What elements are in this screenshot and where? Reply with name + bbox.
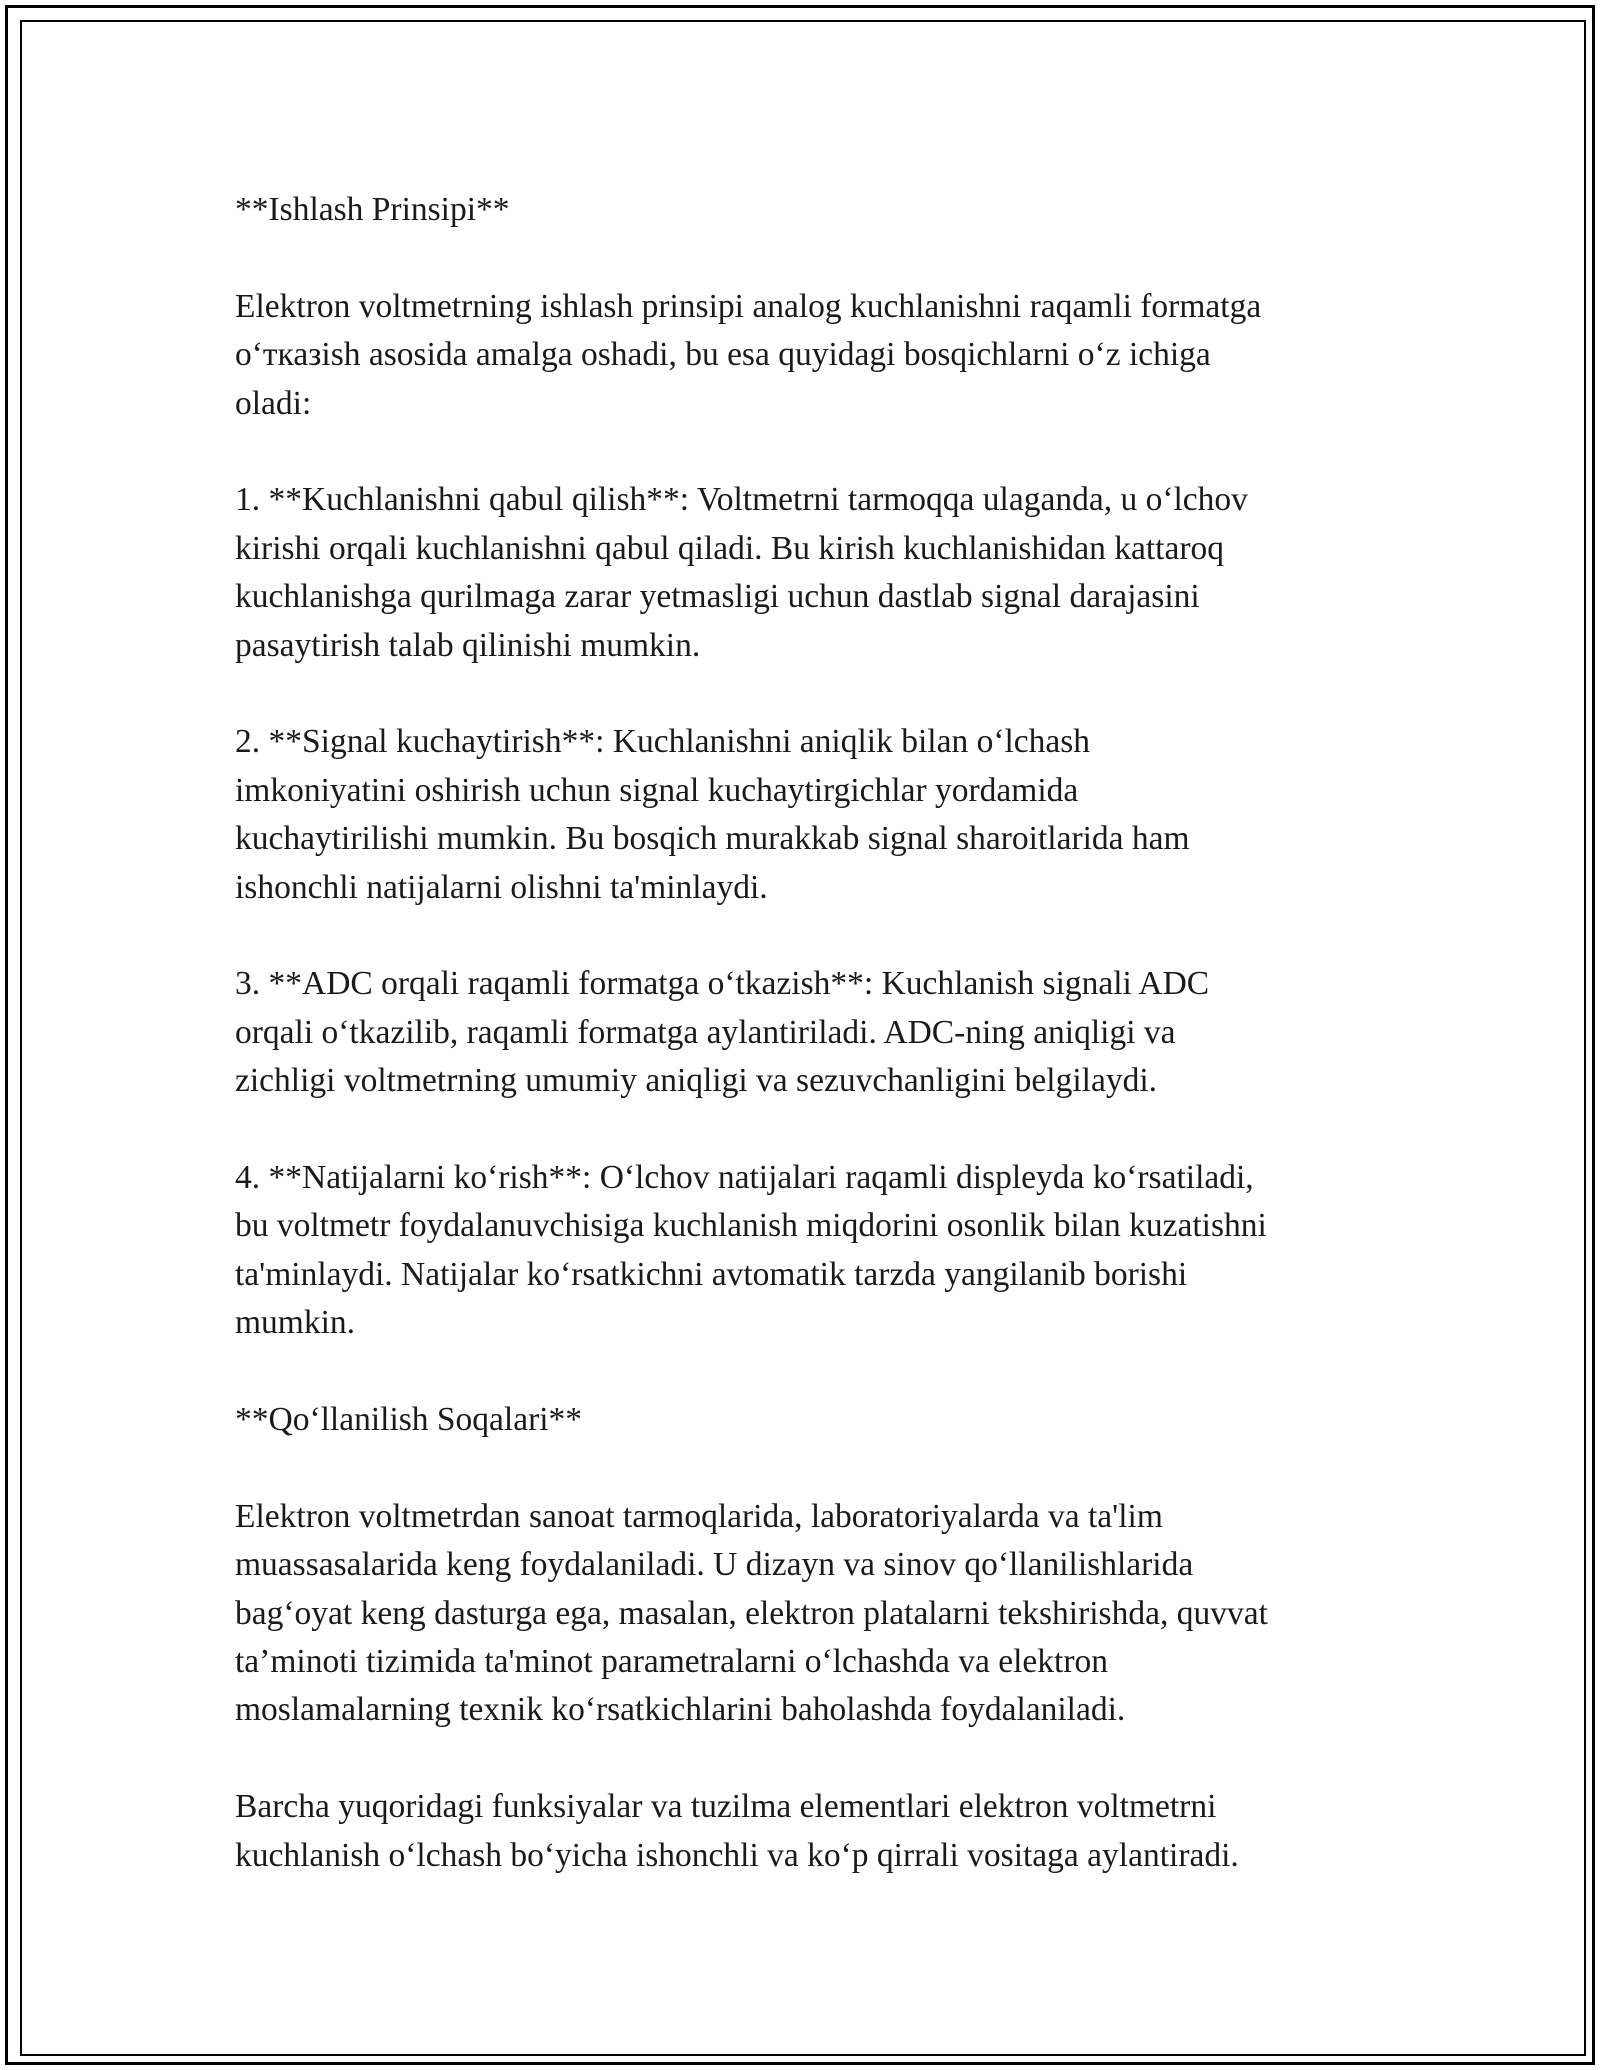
section-heading-principle: **Ishlash Prinsipi** [235,191,510,228]
applications-paragraph: Elektron voltmetrdan sanoat tarmoqlarida, laboratoriyalarda va ta'lim muassasalarida keng foydalaniladi. U dizayn va sinov qo‘llanilishlarida bag‘oyat keng dasturga ega, masalan, elektron platalarni tekshirishda, quvvat ta’minoti tizimida ta'minot parametralarni o‘lchashda va elektron moslamalarning texnik ko‘rsatkichlarini baholashda foydalaniladi. [235,1497,1268,1729]
conclusion-paragraph: Barcha yuqoridagi funksiyalar va tuzilma elementlari elektron voltmetrni kuchlanish o‘lchash bo‘yicha ishonchli va ko‘p qirrali vositaga aylantiradi. [235,1788,1239,1874]
intro-paragraph: Elektron voltmetrning ishlash prinsipi analog kuchlanishni raqamli formatga o‘тказish asosida amalga oshadi, bu esa quyidagi bosqichlarni o‘z ichiga oladi: [235,287,1262,422]
list-item-step-4: 4. **Natijalarni ko‘rish**: O‘lchov natijalari raqamli displeyda ko‘rsatiladi, bu voltmetr foydalanuvchisiga kuchlanish miqdorini osonlik bilan kuzatishni ta'minlaydi. Natijalar ko‘rsatkichni avtomatik tarzda yangilanib borishi mumkin. [235,1159,1267,1342]
list-item-step-2: 2. **Signal kuchaytirish**: Kuchlanishni aniqlik bilan o‘lchash imkoniyatini oshirish uchun signal kuchaytirgichlar yordamida kuchaytirilishi mumkin. Bu bosqich murakkab signal sharoitlarida ham ishonchli natijalarni olishni ta'minlaydi. [235,723,1190,906]
document-body [235,186,1370,1880]
section-heading-applications: **Qo‘llanilish Soqalari** [235,1401,583,1439]
list-item-step-3: 3. **ADC orqali raqamli formatga o‘tkazish**: Kuchlanish signali ADC orqali o‘tkazilib, raqamli formatga aylantiriladi. ADC-ning aniqligi va zichligi voltmetrning umumiy aniqligi va sezuvchanligini belgilaydi. [235,965,1210,1100]
list-item-step-1: 1. **Kuchlanishni qabul qilish**: Voltmetrni tarmoqqa ulaganda, u o‘lchov kirishi orqali kuchlanishni qabul qiladi. Bu kirish kuchlanishidan kattaroq kuchlanishga qurilmaga zarar yetmasligi uchun dastlab signal darajasini pasaytirish talab qilinishi mumkin. [235,481,1248,664]
